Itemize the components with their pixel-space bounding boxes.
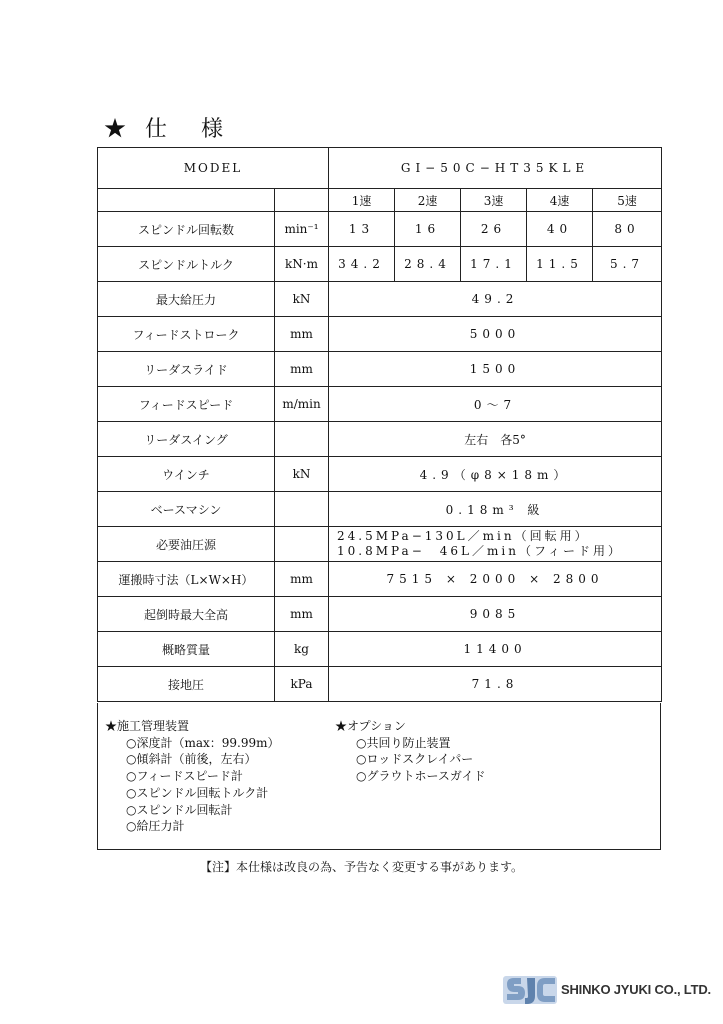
row-unit: kPa xyxy=(275,667,329,702)
speed-header-3: 3速 xyxy=(461,189,527,212)
speed-header-5: 5速 xyxy=(593,189,662,212)
row-label: ウインチ xyxy=(98,457,275,492)
row-label: リーダスイング xyxy=(98,422,275,457)
list-item: ○傾斜計（前後，左右） xyxy=(126,752,257,767)
page-heading: ★ 仕 様 xyxy=(104,117,229,142)
speed-header-row xyxy=(98,189,662,212)
notes-box xyxy=(97,703,661,850)
spec-row-spindle-torque xyxy=(98,247,662,282)
construction-monitor-list xyxy=(105,718,280,835)
row-value: 28.4 xyxy=(395,247,461,282)
row-unit: mm xyxy=(275,562,329,597)
row-value xyxy=(329,527,662,562)
row-value: 71.8 xyxy=(329,667,662,702)
speed-header-4: 4速 xyxy=(527,189,593,212)
model-value: GI−50C−HT35KLE xyxy=(329,148,662,189)
row-unit xyxy=(275,527,329,562)
row-value: 34.2 xyxy=(329,247,395,282)
row-value: 16 xyxy=(395,212,461,247)
row-value: 4.9（φ8×18m） xyxy=(329,457,662,492)
sjc-logo-mark xyxy=(503,972,557,1008)
row-label: スピンドルトルク xyxy=(98,247,275,282)
spec-row-leader-slide xyxy=(98,352,662,387)
spec-row-winch xyxy=(98,457,662,492)
row-label: 起倒時最大全高 xyxy=(98,597,275,632)
speed-header-unit-blank xyxy=(275,189,329,212)
spec-row-base-machine xyxy=(98,492,662,527)
row-unit: kN·m xyxy=(275,247,329,282)
list-item: ○給圧力計 xyxy=(126,819,185,834)
row-label: ベースマシン xyxy=(98,492,275,527)
model-row xyxy=(98,148,662,189)
row-value: 1500 xyxy=(329,352,662,387)
row-value: 80 xyxy=(593,212,662,247)
row-label: 運搬時寸法（L×W×H） xyxy=(98,562,275,597)
row-unit: m/min xyxy=(275,387,329,422)
row-unit: kN xyxy=(275,457,329,492)
spec-row-spindle-speed xyxy=(98,212,662,247)
speed-header-2: 2速 xyxy=(395,189,461,212)
row-value: 11400 xyxy=(329,632,662,667)
row-unit: mm xyxy=(275,597,329,632)
row-value: 7515 × 2000 × 2800 xyxy=(329,562,662,597)
row-value: 0〜7 xyxy=(329,387,662,422)
row-label: スピンドル回転数 xyxy=(98,212,275,247)
list-item: ○グラウトホースガイド xyxy=(356,769,486,784)
spec-row-feed-stroke xyxy=(98,317,662,352)
list-item: ○フィードスピード計 xyxy=(126,769,243,784)
list-item: ○深度計（max：99.99m） xyxy=(126,735,280,750)
row-label: 概略質量 xyxy=(98,632,275,667)
row-label: リーダスライド xyxy=(98,352,275,387)
spec-row-weight xyxy=(98,632,662,667)
row-value: 左右 各5° xyxy=(329,422,662,457)
row-label: 接地圧 xyxy=(98,667,275,702)
row-unit: mm xyxy=(275,317,329,352)
spec-table xyxy=(97,147,662,702)
row-unit: mm xyxy=(275,352,329,387)
list-item: ○共回り防止装置 xyxy=(356,735,451,750)
row-label: 必要油圧源 xyxy=(98,527,275,562)
row-label: フィードスピード xyxy=(98,387,275,422)
spec-row-max-height xyxy=(98,597,662,632)
row-unit: kN xyxy=(275,282,329,317)
row-unit: min⁻¹ xyxy=(275,212,329,247)
spec-row-transport-dimensions xyxy=(98,562,662,597)
row-unit xyxy=(275,422,329,457)
spec-row-leader-swing xyxy=(98,422,662,457)
row-value: 40 xyxy=(527,212,593,247)
spec-row-max-feed-force xyxy=(98,282,662,317)
row-value: 17.1 xyxy=(461,247,527,282)
row-value: 0.18m³ 級 xyxy=(329,492,662,527)
hydraulic-line-rotation: 24.5MPa−130L／min（回転用） xyxy=(337,529,590,543)
model-label: MODEL xyxy=(98,148,329,189)
company-name: SHINKO JYUKI CO., LTD. xyxy=(561,982,711,997)
spec-row-ground-pressure xyxy=(98,667,662,702)
footnote: 【注】本仕様は改良の為、予告なく変更する事があります。 xyxy=(199,860,524,874)
row-unit xyxy=(275,492,329,527)
construction-monitor-title: ★施工管理装置 xyxy=(105,719,190,733)
row-unit: kg xyxy=(275,632,329,667)
speed-header-1: 1速 xyxy=(329,189,395,212)
company-logo xyxy=(503,972,713,1008)
list-item: ○ロッドスクレイパー xyxy=(356,752,474,767)
row-value: 13 xyxy=(329,212,395,247)
row-value: 49.2 xyxy=(329,282,662,317)
row-value: 11.5 xyxy=(527,247,593,282)
row-value: 5.7 xyxy=(593,247,662,282)
list-item: ○スピンドル回転計 xyxy=(126,802,233,817)
speed-header-blank xyxy=(98,189,275,212)
row-value: 5000 xyxy=(329,317,662,352)
row-label: フィードストローク xyxy=(98,317,275,352)
spec-row-feed-speed xyxy=(98,387,662,422)
spec-row-hydraulic-source xyxy=(98,527,662,562)
list-item: ○スピンドル回転トルク計 xyxy=(126,785,269,800)
row-value: 9085 xyxy=(329,597,662,632)
row-label: 最大給圧力 xyxy=(98,282,275,317)
options-title: ★オプション xyxy=(335,719,406,733)
hydraulic-line-feed: 10.8MPa− 46L／min（フィード用） xyxy=(337,544,623,558)
options-list xyxy=(335,718,486,785)
row-value: 26 xyxy=(461,212,527,247)
